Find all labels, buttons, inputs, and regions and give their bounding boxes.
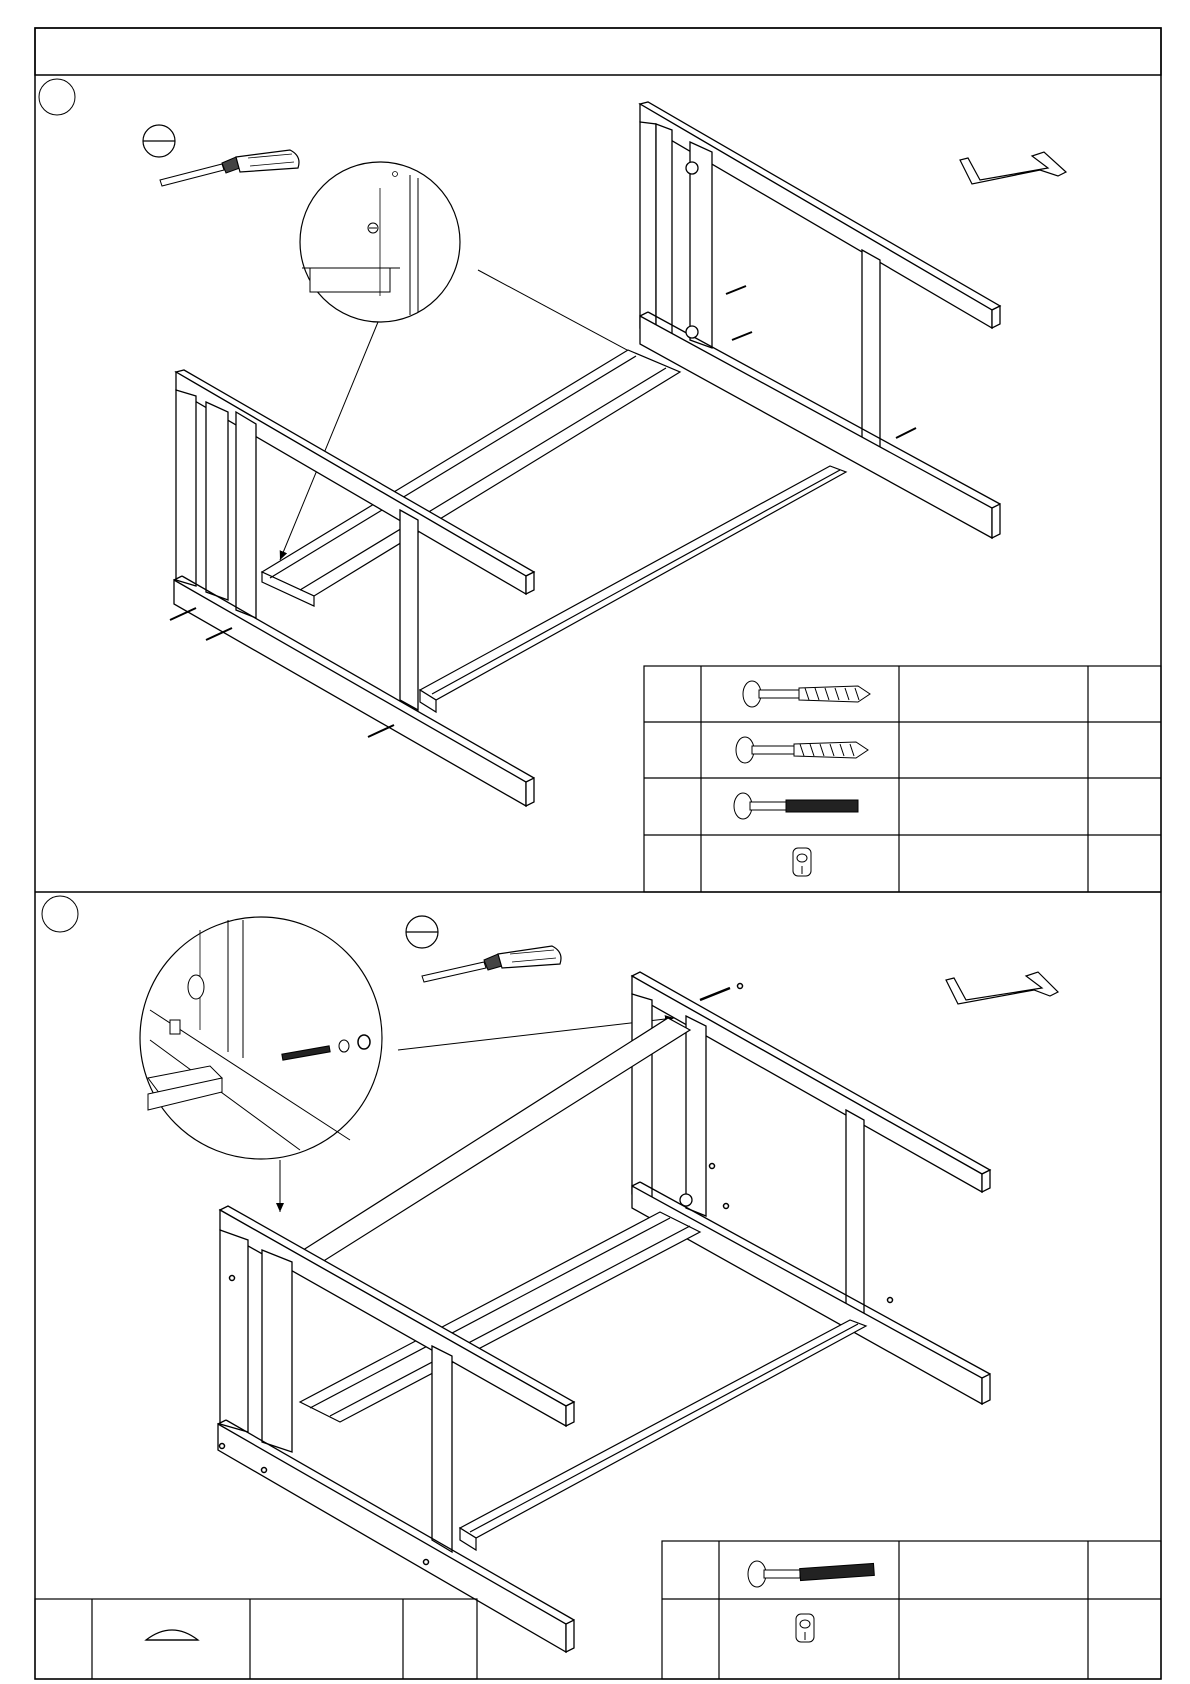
flathead-screwdriver-icon bbox=[406, 916, 561, 982]
allen-key-icon bbox=[946, 972, 1058, 1004]
bolt-icon bbox=[748, 1561, 874, 1587]
wood-screw-large-icon bbox=[743, 681, 870, 707]
allen-key-icon bbox=[960, 152, 1066, 184]
step2-end-frame-right bbox=[632, 972, 990, 1404]
step1-number-badge bbox=[39, 79, 75, 115]
step2-end-frame-left bbox=[218, 1206, 574, 1652]
step1-parts-table bbox=[644, 666, 1161, 892]
header-bar bbox=[35, 28, 1161, 75]
step1-screws bbox=[170, 286, 916, 737]
step1-panel bbox=[39, 79, 1161, 892]
page-frame bbox=[35, 28, 1161, 1679]
step1-end-frame-left bbox=[174, 370, 534, 806]
barrel-nut-icon bbox=[793, 848, 811, 876]
bolt-icon bbox=[734, 793, 858, 819]
step2-number-badge bbox=[42, 896, 78, 932]
wood-screw-small-icon bbox=[736, 737, 868, 763]
barrel-nut-icon bbox=[796, 1614, 814, 1642]
step2-parts-table bbox=[662, 1541, 1161, 1679]
flathead-screwdriver-icon bbox=[143, 125, 299, 186]
screw-cap-icon bbox=[146, 1630, 198, 1640]
step2-cap-table bbox=[35, 1599, 477, 1679]
step2-panel bbox=[35, 896, 1161, 1679]
